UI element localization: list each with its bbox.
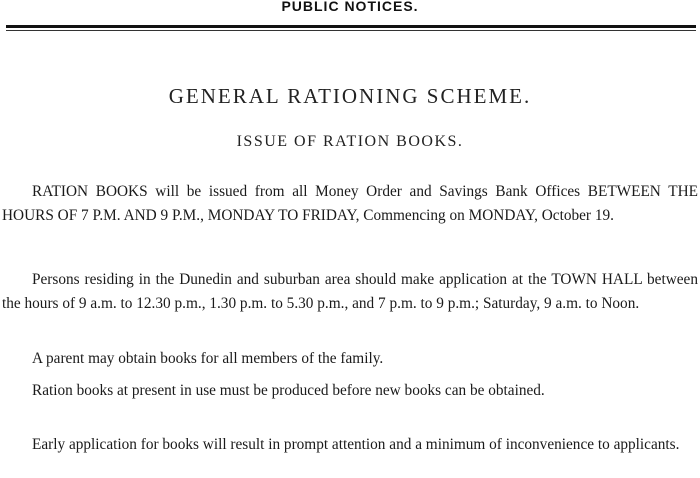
header-rule-thin bbox=[6, 30, 696, 31]
paragraph-text: RATION BOOKS will be issued from all Money Order and Savings Bank Offices BETWEEN THE HOURS OF 7 P.M. AND 9 P.M., MONDAY TO FRIDAY, Commencing on MONDAY, October 19. bbox=[2, 183, 698, 224]
section-title: PUBLIC NOTICES. bbox=[281, 0, 419, 14]
notice-title: GENERAL RATIONING SCHEME. bbox=[168, 84, 532, 108]
paragraph-text: A parent may obtain books for all members of the family. bbox=[32, 350, 384, 367]
paragraph-text: Ration books at present in use must be produced before new books can be obtained. bbox=[32, 382, 545, 399]
paragraph-text: Early application for books will result in prompt attention and a minimum of inconvenience to applicants. bbox=[32, 436, 680, 453]
notice-paragraph bbox=[2, 433, 698, 457]
notice-paragraph bbox=[2, 379, 698, 403]
notice-paragraph bbox=[2, 268, 698, 315]
header-rule-thick bbox=[6, 25, 696, 28]
section-header bbox=[0, 0, 700, 34]
notice-paragraph bbox=[2, 347, 698, 371]
notice-subtitle: ISSUE OF RATION BOOKS. bbox=[236, 133, 464, 150]
paragraph-text: Persons residing in the Dunedin and suburban area should make application at the TOWN HALL between the hours of 9 a.m. to 12.30 p.m., 1.30 p.m. to 5.30 p.m., and 7 p.m. to 9 p.m.; Saturday, 9 a.m. to Noon. bbox=[2, 271, 698, 312]
notice-paragraph bbox=[2, 180, 698, 227]
